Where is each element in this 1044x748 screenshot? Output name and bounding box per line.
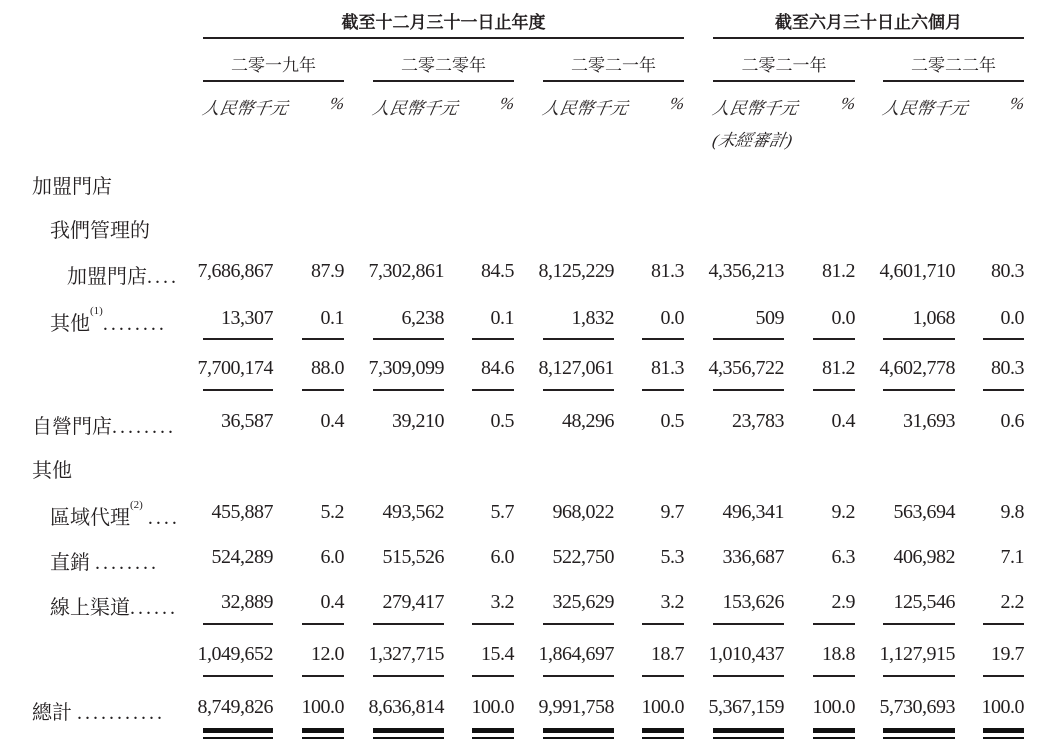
row-online-channels-amount: 125,546 — [893, 591, 955, 613]
group-header-year-end-rule — [203, 37, 684, 39]
total-double-rule — [302, 737, 344, 739]
subtotal-rule — [642, 389, 684, 391]
subtotal-rule — [373, 623, 444, 625]
unaudited-note: (未經審計) — [710, 131, 794, 150]
subtotal-rule — [983, 623, 1024, 625]
year-header-2019: 二零一九年 — [231, 56, 316, 75]
row-self-operated-percent: 0.4 — [320, 410, 344, 432]
subtotal-rule — [813, 623, 855, 625]
subtotal-rule — [983, 389, 1024, 391]
unit-rmb-thousand: 人民幣千元 — [370, 99, 460, 118]
total-double-rule — [813, 737, 855, 739]
year-header-rule — [543, 80, 684, 82]
row-others-franchise-percent: 0.1 — [320, 307, 344, 329]
subtotal-rule — [713, 675, 784, 677]
label-text: 總計 — [32, 702, 72, 724]
subtotal-rule — [472, 389, 514, 391]
total-double-rule — [883, 728, 955, 733]
row-others-subtotal-amount: 1,327,715 — [368, 643, 444, 665]
row-total-amount: 8,636,814 — [368, 696, 444, 718]
total-double-rule — [713, 728, 784, 733]
total-double-rule — [713, 737, 784, 739]
subtotal-rule — [642, 338, 684, 340]
subtotal-rule — [713, 389, 784, 391]
total-double-rule — [373, 728, 444, 733]
row-others-subtotal-amount: 1,049,652 — [197, 643, 273, 665]
subtotal-rule — [642, 675, 684, 677]
row-direct-sales-amount: 524,289 — [211, 546, 273, 568]
group-header-six-months-rule — [713, 37, 1024, 39]
subtotal-rule — [302, 338, 344, 340]
row-direct-sales-amount: 406,982 — [893, 546, 955, 568]
year-header-rule — [203, 80, 344, 82]
row-self-operated-percent: 0.6 — [1000, 410, 1024, 432]
section-label-franchise: 加盟門店 — [32, 176, 112, 198]
row-others-franchise-percent: 0.1 — [490, 307, 514, 329]
row-self-operated-percent: 0.4 — [831, 410, 855, 432]
total-double-rule — [543, 728, 614, 733]
total-double-rule — [373, 737, 444, 739]
row-total-percent: 100.0 — [981, 696, 1024, 718]
row-others-subtotal-percent: 18.8 — [822, 643, 855, 665]
subtotal-rule — [472, 338, 514, 340]
row-self-operated-amount: 36,587 — [221, 410, 273, 432]
row-online-channels-percent: 2.2 — [1000, 591, 1024, 613]
row-managed-franchise-percent: 81.2 — [822, 260, 855, 282]
row-direct-sales-amount: 515,526 — [382, 546, 444, 568]
leader-dots: ...... — [130, 597, 178, 619]
row-managed-franchise-amount: 7,302,861 — [368, 260, 444, 282]
leader-dots: ........ — [102, 313, 167, 335]
unit-rmb-thousand: 人民幣千元 — [880, 99, 970, 118]
row-online-channels-percent: 0.4 — [320, 591, 344, 613]
section-label-others: 其他 — [32, 460, 72, 482]
total-double-rule — [813, 728, 855, 733]
row-online-channels-amount: 279,417 — [382, 591, 444, 613]
row-others-subtotal-percent: 18.7 — [651, 643, 684, 665]
leader-dots: .... — [147, 507, 180, 529]
subtotal-rule — [813, 338, 855, 340]
subtotal-rule — [883, 338, 955, 340]
row-others-subtotal-amount: 1,010,437 — [708, 643, 784, 665]
year-header-rule — [373, 80, 514, 82]
year-header-2021-h1: 二零二一年 — [741, 56, 827, 75]
total-double-rule — [203, 728, 273, 733]
year-header-rule — [713, 80, 855, 82]
subtotal-rule — [373, 338, 444, 340]
row-others-subtotal-percent: 12.0 — [311, 643, 344, 665]
subtotal-rule — [713, 623, 784, 625]
row-franchise-subtotal-amount: 4,602,778 — [879, 357, 955, 379]
total-double-rule — [883, 737, 955, 739]
label-text: 直銷 — [50, 552, 90, 574]
row-self-operated-percent: 0.5 — [490, 410, 514, 432]
group-header-six-months: 截至六月三十日止六個月 — [775, 13, 962, 32]
row-others-subtotal-amount: 1,127,915 — [879, 643, 955, 665]
row-others-franchise-percent: 0.0 — [660, 307, 684, 329]
row-others-subtotal-percent: 15.4 — [481, 643, 514, 665]
row-label-others-franchise — [50, 307, 167, 336]
subtotal-rule — [983, 675, 1024, 677]
subtotal-rule — [373, 389, 444, 391]
subtotal-rule — [203, 675, 273, 677]
row-total-percent: 100.0 — [301, 696, 344, 718]
sublabel-managed-by-us: 我們管理的 — [50, 220, 150, 242]
subtotal-rule — [813, 675, 855, 677]
subtotal-rule — [883, 675, 955, 677]
subtotal-rule — [203, 389, 273, 391]
subtotal-rule — [302, 389, 344, 391]
row-others-franchise-percent: 0.0 — [831, 307, 855, 329]
row-online-channels-amount: 153,626 — [722, 591, 784, 613]
row-online-channels-percent: 2.9 — [831, 591, 855, 613]
row-regional-agents-percent: 5.2 — [320, 501, 344, 523]
subtotal-rule — [883, 623, 955, 625]
row-self-operated-percent: 0.5 — [660, 410, 684, 432]
row-label-direct-sales — [50, 546, 159, 575]
subtotal-rule — [543, 675, 614, 677]
row-franchise-subtotal-percent: 80.3 — [991, 357, 1024, 379]
leader-dots: ........... — [77, 702, 165, 724]
row-others-subtotal-percent: 19.7 — [991, 643, 1024, 665]
total-double-rule — [472, 737, 514, 739]
row-franchise-subtotal-amount: 8,127,061 — [538, 357, 614, 379]
row-regional-agents-amount: 496,341 — [722, 501, 784, 523]
row-franchise-subtotal-percent: 81.2 — [822, 357, 855, 379]
footnote-ref: (1) — [90, 305, 103, 317]
total-double-rule — [472, 728, 514, 733]
subtotal-rule — [543, 623, 614, 625]
row-regional-agents-amount: 968,022 — [552, 501, 614, 523]
row-franchise-subtotal-percent: 81.3 — [651, 357, 684, 379]
group-header-year-end: 截至十二月三十一日止年度 — [341, 13, 546, 32]
row-regional-agents-percent: 9.8 — [1000, 501, 1024, 523]
subtotal-rule — [813, 389, 855, 391]
row-direct-sales-amount: 522,750 — [552, 546, 614, 568]
row-franchise-subtotal-percent: 88.0 — [311, 357, 344, 379]
row-managed-franchise-amount: 4,356,213 — [708, 260, 784, 282]
row-self-operated-amount: 48,296 — [562, 410, 614, 432]
row-direct-sales-percent: 6.0 — [490, 546, 514, 568]
leader-dots: ........ — [112, 416, 176, 438]
label-text: 區域代理 — [50, 507, 130, 529]
row-direct-sales-percent: 6.3 — [831, 546, 855, 568]
subtotal-rule — [543, 389, 614, 391]
subtotal-rule — [983, 338, 1024, 340]
row-regional-agents-percent: 5.7 — [490, 501, 514, 523]
row-label-self-operated — [32, 410, 176, 439]
row-regional-agents-amount: 493,562 — [382, 501, 444, 523]
row-online-channels-amount: 325,629 — [552, 591, 614, 613]
year-header-2022-h1: 二零二二年 — [911, 56, 996, 75]
subtotal-rule — [302, 623, 344, 625]
row-total-amount: 9,991,758 — [538, 696, 614, 718]
total-double-rule — [983, 737, 1024, 739]
unit-rmb-thousand: 人民幣千元 — [200, 99, 290, 118]
row-franchise-subtotal-amount: 7,700,174 — [197, 357, 273, 379]
row-label-online-channels — [50, 591, 178, 620]
year-header-rule — [883, 80, 1024, 82]
row-online-channels-percent: 3.2 — [660, 591, 684, 613]
row-self-operated-amount: 23,783 — [732, 410, 784, 432]
subtotal-rule — [472, 675, 514, 677]
unit-rmb-thousand: 人民幣千元 — [710, 99, 800, 118]
total-double-rule — [642, 737, 684, 739]
total-double-rule — [543, 737, 614, 739]
unit-percent: % — [1008, 94, 1026, 113]
subtotal-rule — [203, 338, 273, 340]
row-others-franchise-amount: 6,238 — [401, 307, 444, 329]
row-online-channels-amount: 32,889 — [221, 591, 273, 613]
row-others-subtotal-amount: 1,864,697 — [538, 643, 614, 665]
total-double-rule — [983, 728, 1024, 733]
row-others-franchise-amount: 13,307 — [221, 307, 273, 329]
row-others-franchise-amount: 1,832 — [571, 307, 614, 329]
total-double-rule — [203, 737, 273, 739]
label-text: 線上渠道 — [50, 597, 130, 619]
row-managed-franchise-percent: 81.3 — [651, 260, 684, 282]
unit-percent: % — [498, 94, 516, 113]
row-direct-sales-percent: 5.3 — [660, 546, 684, 568]
row-direct-sales-percent: 7.1 — [1000, 546, 1024, 568]
row-total-amount: 8,749,826 — [197, 696, 273, 718]
row-total-amount: 5,367,159 — [708, 696, 784, 718]
subtotal-rule — [543, 338, 614, 340]
row-others-franchise-amount: 509 — [755, 307, 784, 329]
row-managed-franchise-percent: 87.9 — [311, 260, 344, 282]
row-others-franchise-percent: 0.0 — [1000, 307, 1024, 329]
row-managed-franchise-amount: 8,125,229 — [538, 260, 614, 282]
row-regional-agents-amount: 455,887 — [211, 501, 273, 523]
subtotal-rule — [373, 675, 444, 677]
row-others-franchise-amount: 1,068 — [912, 307, 955, 329]
row-online-channels-percent: 3.2 — [490, 591, 514, 613]
leader-dots: .... — [147, 266, 179, 288]
row-franchise-subtotal-amount: 4,356,722 — [708, 357, 784, 379]
subtotal-rule — [203, 623, 273, 625]
row-regional-agents-percent: 9.7 — [660, 501, 684, 523]
unit-percent: % — [328, 94, 346, 113]
row-label-managed-franchise — [67, 260, 179, 289]
row-total-amount: 5,730,693 — [879, 696, 955, 718]
subtotal-rule — [883, 389, 955, 391]
leader-dots: ........ — [95, 552, 159, 574]
subtotal-rule — [642, 623, 684, 625]
year-header-2020: 二零二零年 — [401, 56, 486, 75]
row-franchise-subtotal-amount: 7,309,099 — [368, 357, 444, 379]
unit-percent: % — [668, 94, 686, 113]
row-managed-franchise-amount: 7,686,867 — [197, 260, 273, 282]
row-managed-franchise-percent: 84.5 — [481, 260, 514, 282]
row-total-percent: 100.0 — [641, 696, 684, 718]
total-double-rule — [642, 728, 684, 733]
unit-percent: % — [839, 94, 857, 113]
row-managed-franchise-percent: 80.3 — [991, 260, 1024, 282]
row-regional-agents-percent: 9.2 — [831, 501, 855, 523]
row-self-operated-amount: 39,210 — [392, 410, 444, 432]
unit-rmb-thousand: 人民幣千元 — [540, 99, 630, 118]
row-direct-sales-percent: 6.0 — [320, 546, 344, 568]
year-header-2021: 二零二一年 — [571, 56, 656, 75]
row-managed-franchise-amount: 4,601,710 — [879, 260, 955, 282]
label-text: 加盟門店 — [67, 266, 147, 288]
row-label-regional-agents — [50, 501, 180, 530]
subtotal-rule — [472, 623, 514, 625]
row-label-total — [32, 696, 165, 725]
row-direct-sales-amount: 336,687 — [722, 546, 784, 568]
row-regional-agents-amount: 563,694 — [893, 501, 955, 523]
row-total-percent: 100.0 — [471, 696, 514, 718]
total-double-rule — [302, 728, 344, 733]
label-text: 其他 — [50, 313, 90, 335]
row-self-operated-amount: 31,693 — [903, 410, 955, 432]
label-text: 自營門店 — [32, 416, 112, 438]
row-total-percent: 100.0 — [812, 696, 855, 718]
footnote-ref: (2) — [130, 499, 143, 511]
subtotal-rule — [302, 675, 344, 677]
row-franchise-subtotal-percent: 84.6 — [481, 357, 514, 379]
subtotal-rule — [713, 338, 784, 340]
